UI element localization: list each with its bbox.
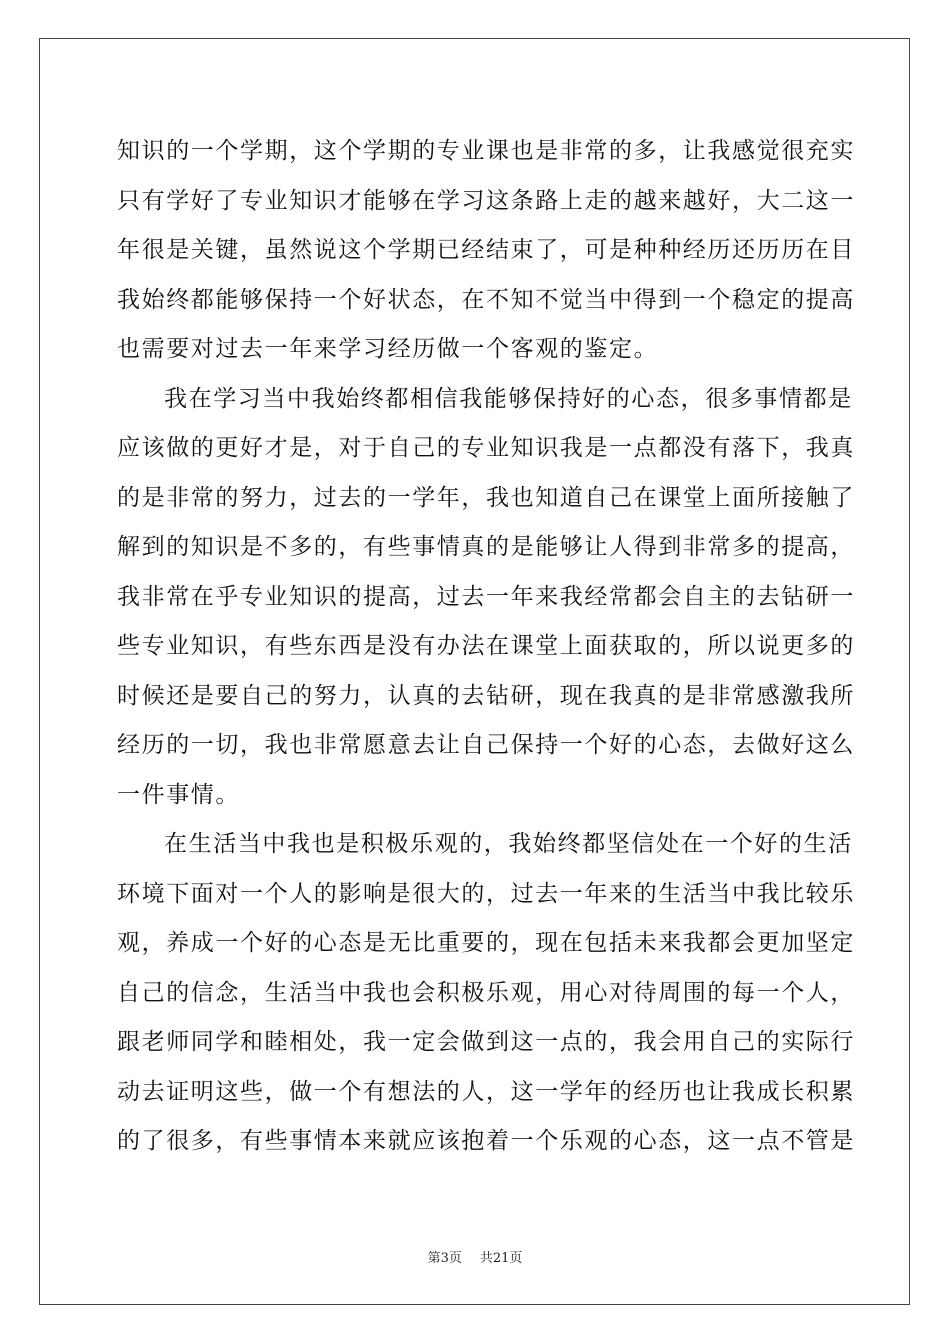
text-line: 经历的一切，我也非常愿意去让自己保持一个好的心态，去做好这么 — [117, 732, 855, 758]
document-body — [117, 127, 855, 1167]
text-line: 时候还是要自己的努力，认真的去钻研，现在我真的是非常感激我所 — [117, 682, 855, 709]
text-line: 观，养成一个好的心态是无比重要的，现在包括未来我都会更加坚定 — [117, 930, 855, 956]
text-line: 的了很多，有些事情本来就应该抱着一个乐观的心态，这一点不管是 — [117, 1128, 855, 1154]
text-line: 我在学习当中我始终都相信我能够保持好的心态，很多事情都是 — [164, 385, 853, 412]
text-line: 我始终都能够保持一个好状态，在不知不觉当中得到一个稳定的提高 — [117, 286, 855, 313]
text-line: 应该做的更好才是，对于自己的专业知识我是一点都没有落下，我真 — [117, 435, 855, 461]
text-line: 我非常在乎专业知识的提高，过去一年来我经常都会自主的去钻研一 — [117, 583, 855, 610]
text-line: 一件事情。 — [117, 781, 240, 808]
text-line: 跟老师同学和睦相处，我一定会做到这一点的，我会用自己的实际行 — [117, 1029, 855, 1055]
page-total: 共21页 — [479, 1251, 523, 1266]
page-number: 第3页 — [427, 1251, 462, 1266]
text-line: 在生活当中我也是积极乐观的，我始终都坚信处在一个好的生活 — [164, 831, 853, 857]
text-line: 动去证明这些，做一个有想法的人，这一学年的经历也让我成长积累 — [117, 1078, 855, 1105]
text-line: 年很是关键，虽然说这个学期已经结束了，可是种种经历还历历在目 — [117, 237, 855, 263]
page-footer — [0, 1247, 950, 1266]
text-line: 知识的一个学期，这个学期的专业课也是非常的多，让我感觉很充实 — [117, 138, 855, 164]
text-line: 环境下面对一个人的影响是很大的，过去一年来的生活当中我比较乐 — [117, 880, 855, 907]
text-line: 的是非常的努力，过去的一学年，我也知道自己在课堂上面所接触了 — [117, 484, 855, 511]
text-line: 自己的信念，生活当中我也会积极乐观，用心对待周围的每一个人， — [117, 979, 855, 1006]
text-line: 些专业知识，有些东西是没有办法在课堂上面获取的，所以说更多的 — [117, 633, 855, 659]
text-line: 也需要对过去一年来学习经历做一个客观的鉴定。 — [117, 336, 659, 362]
text-line: 解到的知识是不多的，有些事情真的是能够让人得到非常多的提高， — [117, 534, 855, 560]
text-line: 只有学好了专业知识才能够在学习这条路上走的越来越好，大二这一 — [117, 187, 855, 214]
